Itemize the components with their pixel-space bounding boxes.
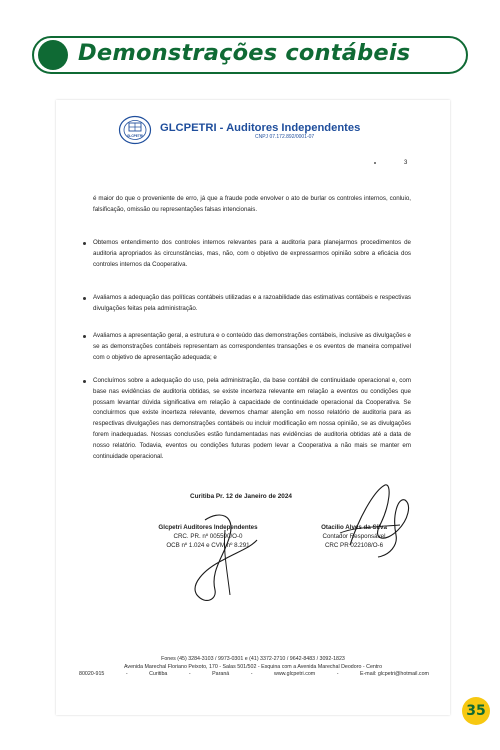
footer-sep: -	[250, 671, 253, 677]
bullet-icon	[83, 335, 86, 338]
footer-city: Curitiba	[149, 671, 168, 677]
signatory-right-crc: CRC PR 022108/O-6	[324, 542, 384, 549]
bullet-icon	[83, 380, 86, 383]
signatory-right	[304, 523, 404, 550]
section-title: Demonstrações contábeis	[78, 40, 411, 66]
footer-sep: -	[125, 671, 128, 677]
bullet-icon	[83, 297, 86, 300]
signatory-left-ocb: OCB nº 1.024 e CVM nº 8.291	[166, 542, 250, 549]
seal-text: GLCPETRI	[126, 134, 144, 138]
firm-name: GLCPETRI - Auditores Independentes	[160, 122, 361, 134]
footer-contact-line	[79, 671, 429, 677]
footer-cep: 80020-915	[79, 671, 105, 677]
footer-phones: Fones (45) 3284-3103 / 9973-0301 e (41) 3372-2710 / 9642-8483 / 3092-1823	[161, 656, 345, 662]
bullet-paragraph-1: Obtemos entendimento dos controles internos relevantes para a auditoria para planejarmos procedimentos de auditoria apropriados às circunstâncias, mas, não, com o objetivo de expressarmos opinião sobre a eficácia dos controles internos da Cooperativa.	[93, 239, 411, 268]
signatory-left	[148, 523, 268, 550]
scan-dot	[374, 162, 376, 164]
firm-cnpj: CNPJ 07.172.892/0001-07	[255, 134, 315, 140]
page-number-badge: 35	[462, 697, 490, 725]
signatory-left-name: Glcpetri Auditores Independentes	[158, 524, 258, 531]
footer-sep: -	[336, 671, 339, 677]
firm-seal-icon	[118, 115, 152, 145]
signatory-right-name: Otacilio Alves da Silva	[321, 524, 387, 531]
bullet-paragraph-4: Concluímos sobre a adequação do uso, pela administração, da base contábil de continuidade operacional e, com base nas evidências de auditoria obtidas, se existe incerteza relevante em relação a eventos ou condições que possam levantar dúvida significativa em relação à capacidade de continuidade operacional da Cooperativa. Se concluirmos que existe incerteza relevante, devemos chamar atenção em nosso relatório de auditoria para as respectivas divulgações nas demonstrações contábeis ou incluir modificação em nossa opinião, se as divulgações forem inadequadas. Nossas conclusões estão fundamentadas nas evidências de auditoria obtidas até a data de nosso relatório. Todavia, eventos ou condições futuras podem levar a Cooperativa a não mais se manter em continuidade operacional.	[93, 377, 411, 460]
signatory-left-crc: CRC. PR. nº 005590/O-0	[173, 533, 243, 540]
bullet-paragraph-2: Avaliamos a adequação das políticas contábeis utilizadas e a razoabilidade das estimativas contábeis e respectivas divulgações feitas pela administração.	[93, 294, 411, 312]
footer-state: Paraná	[212, 671, 230, 677]
footer-sep: -	[188, 671, 191, 677]
footer-email: E-mail: glcpetri@hotmail.com	[359, 671, 429, 677]
footer-site: www.glcpetri.com	[274, 671, 316, 677]
bullet-icon	[83, 242, 86, 245]
place-date: Curitiba Pr. 12 de Janeiro de 2024	[190, 493, 292, 500]
header-dot-icon	[38, 40, 68, 70]
document-page-number: 3	[404, 160, 408, 166]
document-footer	[56, 655, 450, 671]
intro-paragraph: é maior do que o proveniente de erro, já que a fraude pode envolver o ato de burlar os controles internos, conluio, falsificação, omissão ou representações falsas intencionais.	[93, 195, 411, 213]
bullet-paragraph-3: Avaliamos a apresentação geral, a estrutura e o conteúdo das demonstrações contábeis, inclusive as divulgações e se as demonstrações contábeis representam as correspondentes transações e os eventos de maneira compatível com o objetivo de apresentação adequada; e	[93, 332, 411, 361]
signatory-right-role: Contador Responsável	[322, 533, 386, 540]
footer-address: Avenida Marechal Floriano Peixoto, 170 - Salas 501/502 - Esquina com a Avenida Marechal Deodoro - Centro	[123, 664, 383, 670]
